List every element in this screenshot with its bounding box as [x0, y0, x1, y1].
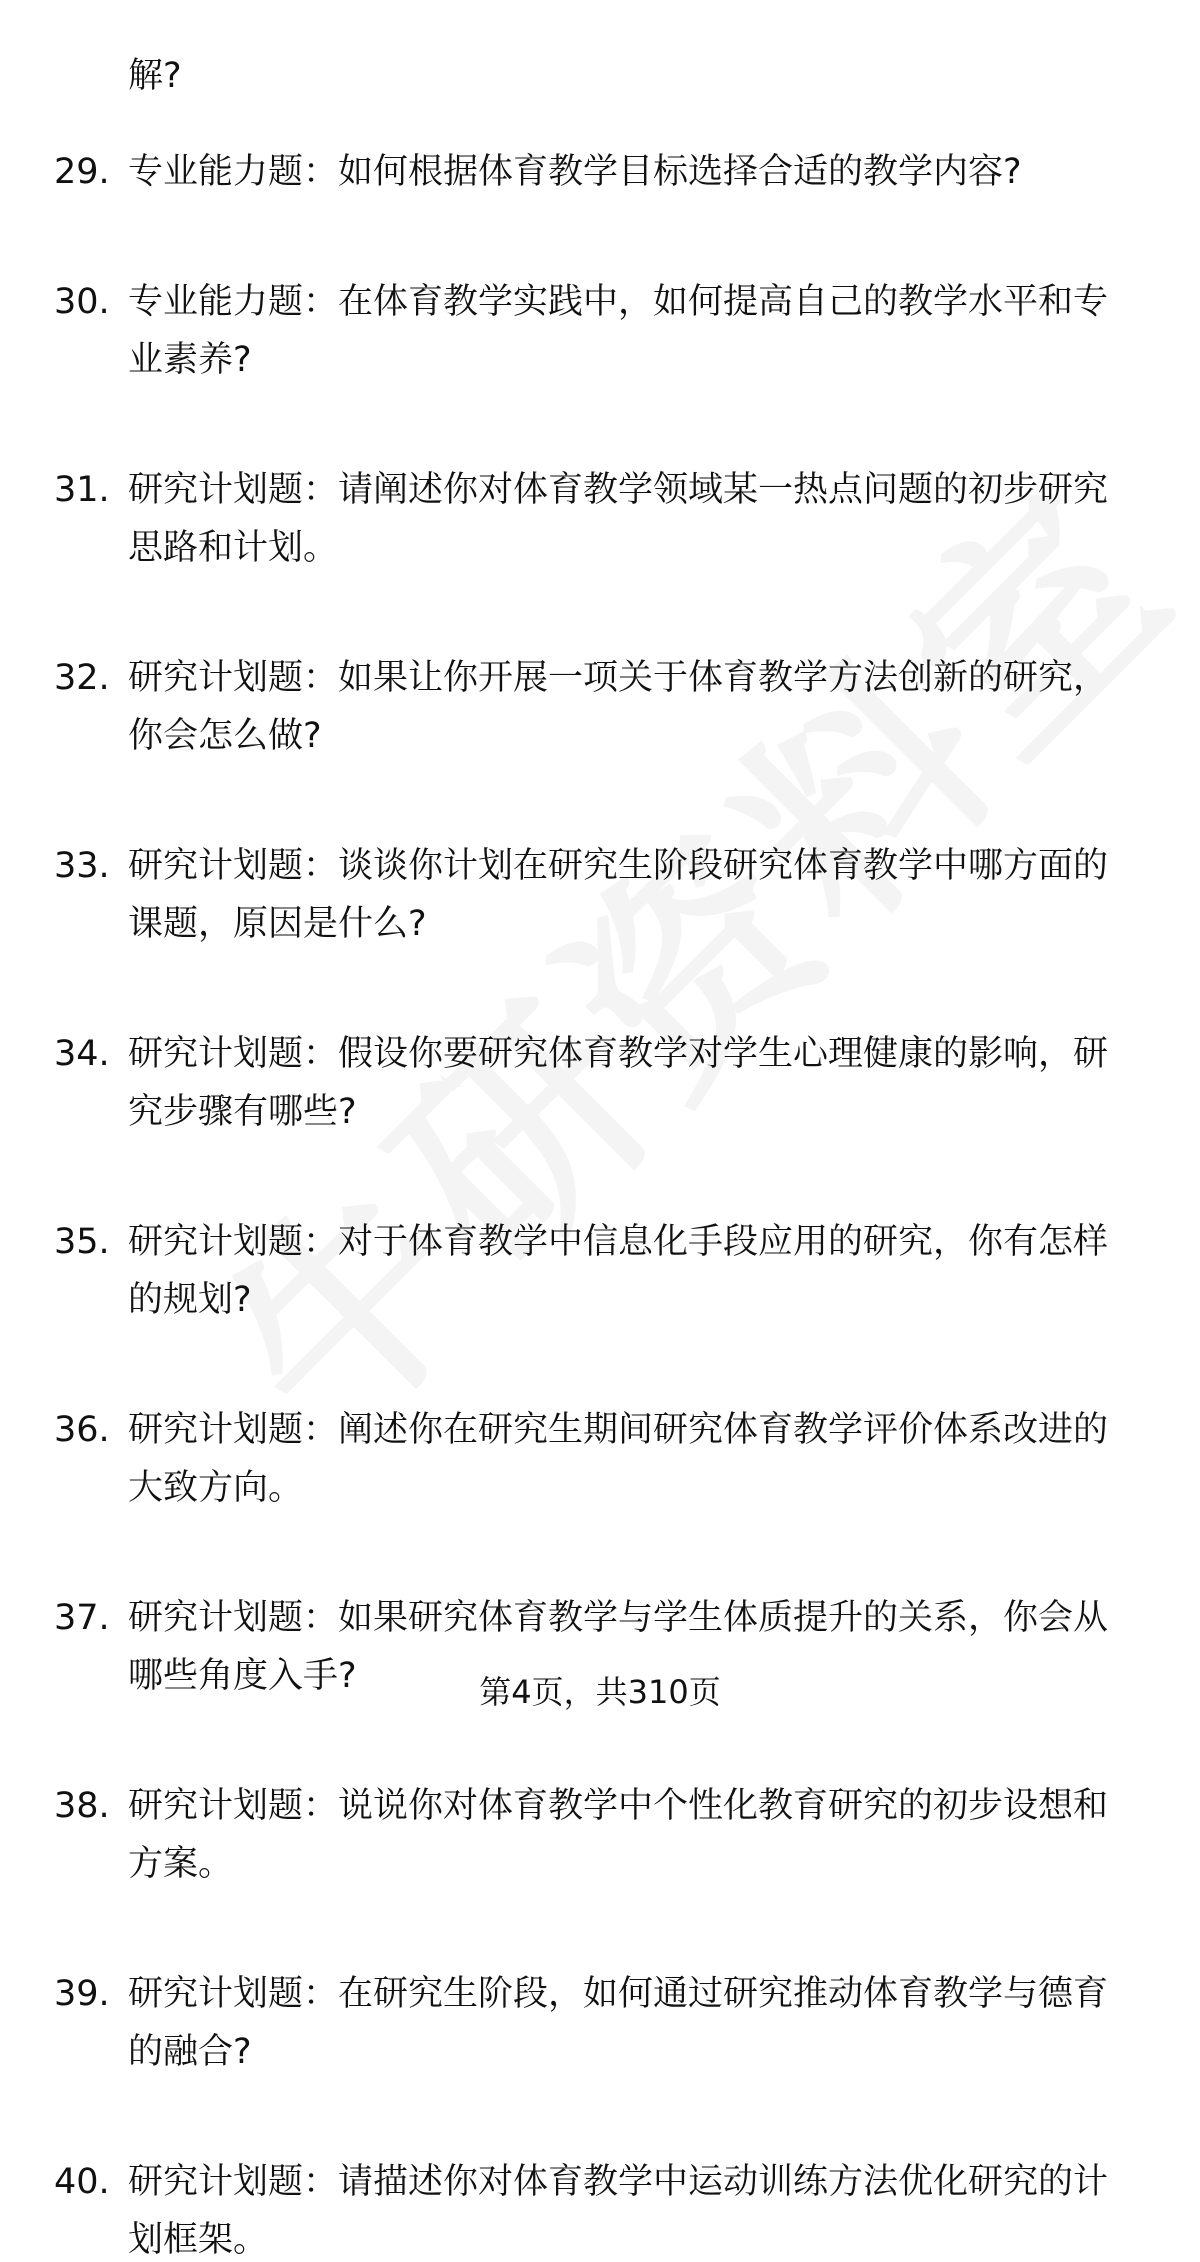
item-text-line: 研究计划题：在研究生阶段，如何通过研究推动体育教学与德育: [128, 1974, 1109, 2014]
item-number: 33.: [54, 846, 110, 886]
page-footer: 第4页，共310页: [479, 1673, 721, 1711]
item-text: [128, 844, 1200, 946]
item-text: [128, 280, 1200, 382]
item-text-line: 业素养?: [128, 340, 252, 380]
item-text-line: 研究计划题：说说你对体育教学中个性化教育研究的初步设想和: [128, 1786, 1109, 1826]
item-text-line: 思路和计划。: [128, 528, 339, 568]
continued-text: 解?: [128, 56, 182, 96]
list-item: [0, 844, 1200, 946]
item-text: [128, 656, 1200, 758]
list-item: [0, 656, 1200, 758]
item-number: 36.: [54, 1410, 110, 1450]
item-text-line: 专业能力题：在体育教学实践中，如何提高自己的教学水平和专: [128, 282, 1109, 322]
item-number: 35.: [54, 1222, 110, 1262]
item-text: [128, 1408, 1200, 1510]
list-item: [0, 150, 1200, 194]
list-item: [0, 280, 1200, 382]
item-text-line: 研究计划题：假设你要研究体育教学对学生心理健康的影响，研: [128, 1034, 1109, 1074]
item-number: 38.: [54, 1786, 110, 1826]
item-text-line: 研究计划题：如果研究体育教学与学生体质提升的关系，你会从: [128, 1598, 1109, 1638]
item-text: [128, 468, 1200, 570]
item-number: 37.: [54, 1598, 110, 1638]
item-text-line: 划框架。: [128, 2220, 269, 2260]
item-text-line: 研究计划题：对于体育教学中信息化手段应用的研究，你有怎样: [128, 1222, 1109, 1262]
item-text-line: 的规划?: [128, 1280, 252, 1320]
item-number: 39.: [54, 1974, 110, 2014]
item-text: [128, 1220, 1200, 1322]
item-number: 30.: [54, 282, 110, 322]
question-list: [0, 54, 1200, 2262]
item-text-line: 究步骤有哪些?: [128, 1092, 357, 1132]
item-number: 29.: [54, 152, 110, 192]
list-item: [0, 1032, 1200, 1134]
list-item: [0, 1220, 1200, 1322]
item-text-line: 研究计划题：谈谈你计划在研究生阶段研究体育教学中哪方面的: [128, 846, 1109, 886]
item-text: [128, 1972, 1200, 2074]
item-text: [128, 1032, 1200, 1134]
item-text-line: 大致方向。: [128, 1468, 304, 1508]
item-text-line: 方案。: [128, 1844, 234, 1884]
item-text: [128, 1784, 1200, 1886]
list-item: [0, 1972, 1200, 2074]
item-text-line: 研究计划题：阐述你在研究生期间研究体育教学评价体系改进的: [128, 1410, 1109, 1450]
item-text: [128, 2160, 1200, 2262]
list-item: [0, 1408, 1200, 1510]
item-text-line: 课题，原因是什么?: [128, 904, 427, 944]
item-text: [128, 150, 1200, 194]
item-text-line: 研究计划题：请阐述你对体育教学领域某一热点问题的初步研究: [128, 470, 1109, 510]
item-text-line: 专业能力题：如何根据体育教学目标选择合适的教学内容?: [128, 152, 1022, 192]
item-number: 40.: [54, 2162, 110, 2202]
list-item: [0, 468, 1200, 570]
item-number: 32.: [54, 658, 110, 698]
item-text-line: 你会怎么做?: [128, 716, 322, 756]
item-number: 31.: [54, 470, 110, 510]
item-text-line: 的融合?: [128, 2032, 252, 2072]
item-number: 34.: [54, 1034, 110, 1074]
item-text-line: 研究计划题：请描述你对体育教学中运动训练方法优化研究的计: [128, 2162, 1109, 2202]
list-item: [0, 1784, 1200, 1886]
list-item: [0, 2160, 1200, 2262]
item-text-line: 哪些角度入手?: [128, 1656, 357, 1696]
item-text-line: 研究计划题：如果让你开展一项关于体育教学方法创新的研究，: [128, 658, 1109, 698]
